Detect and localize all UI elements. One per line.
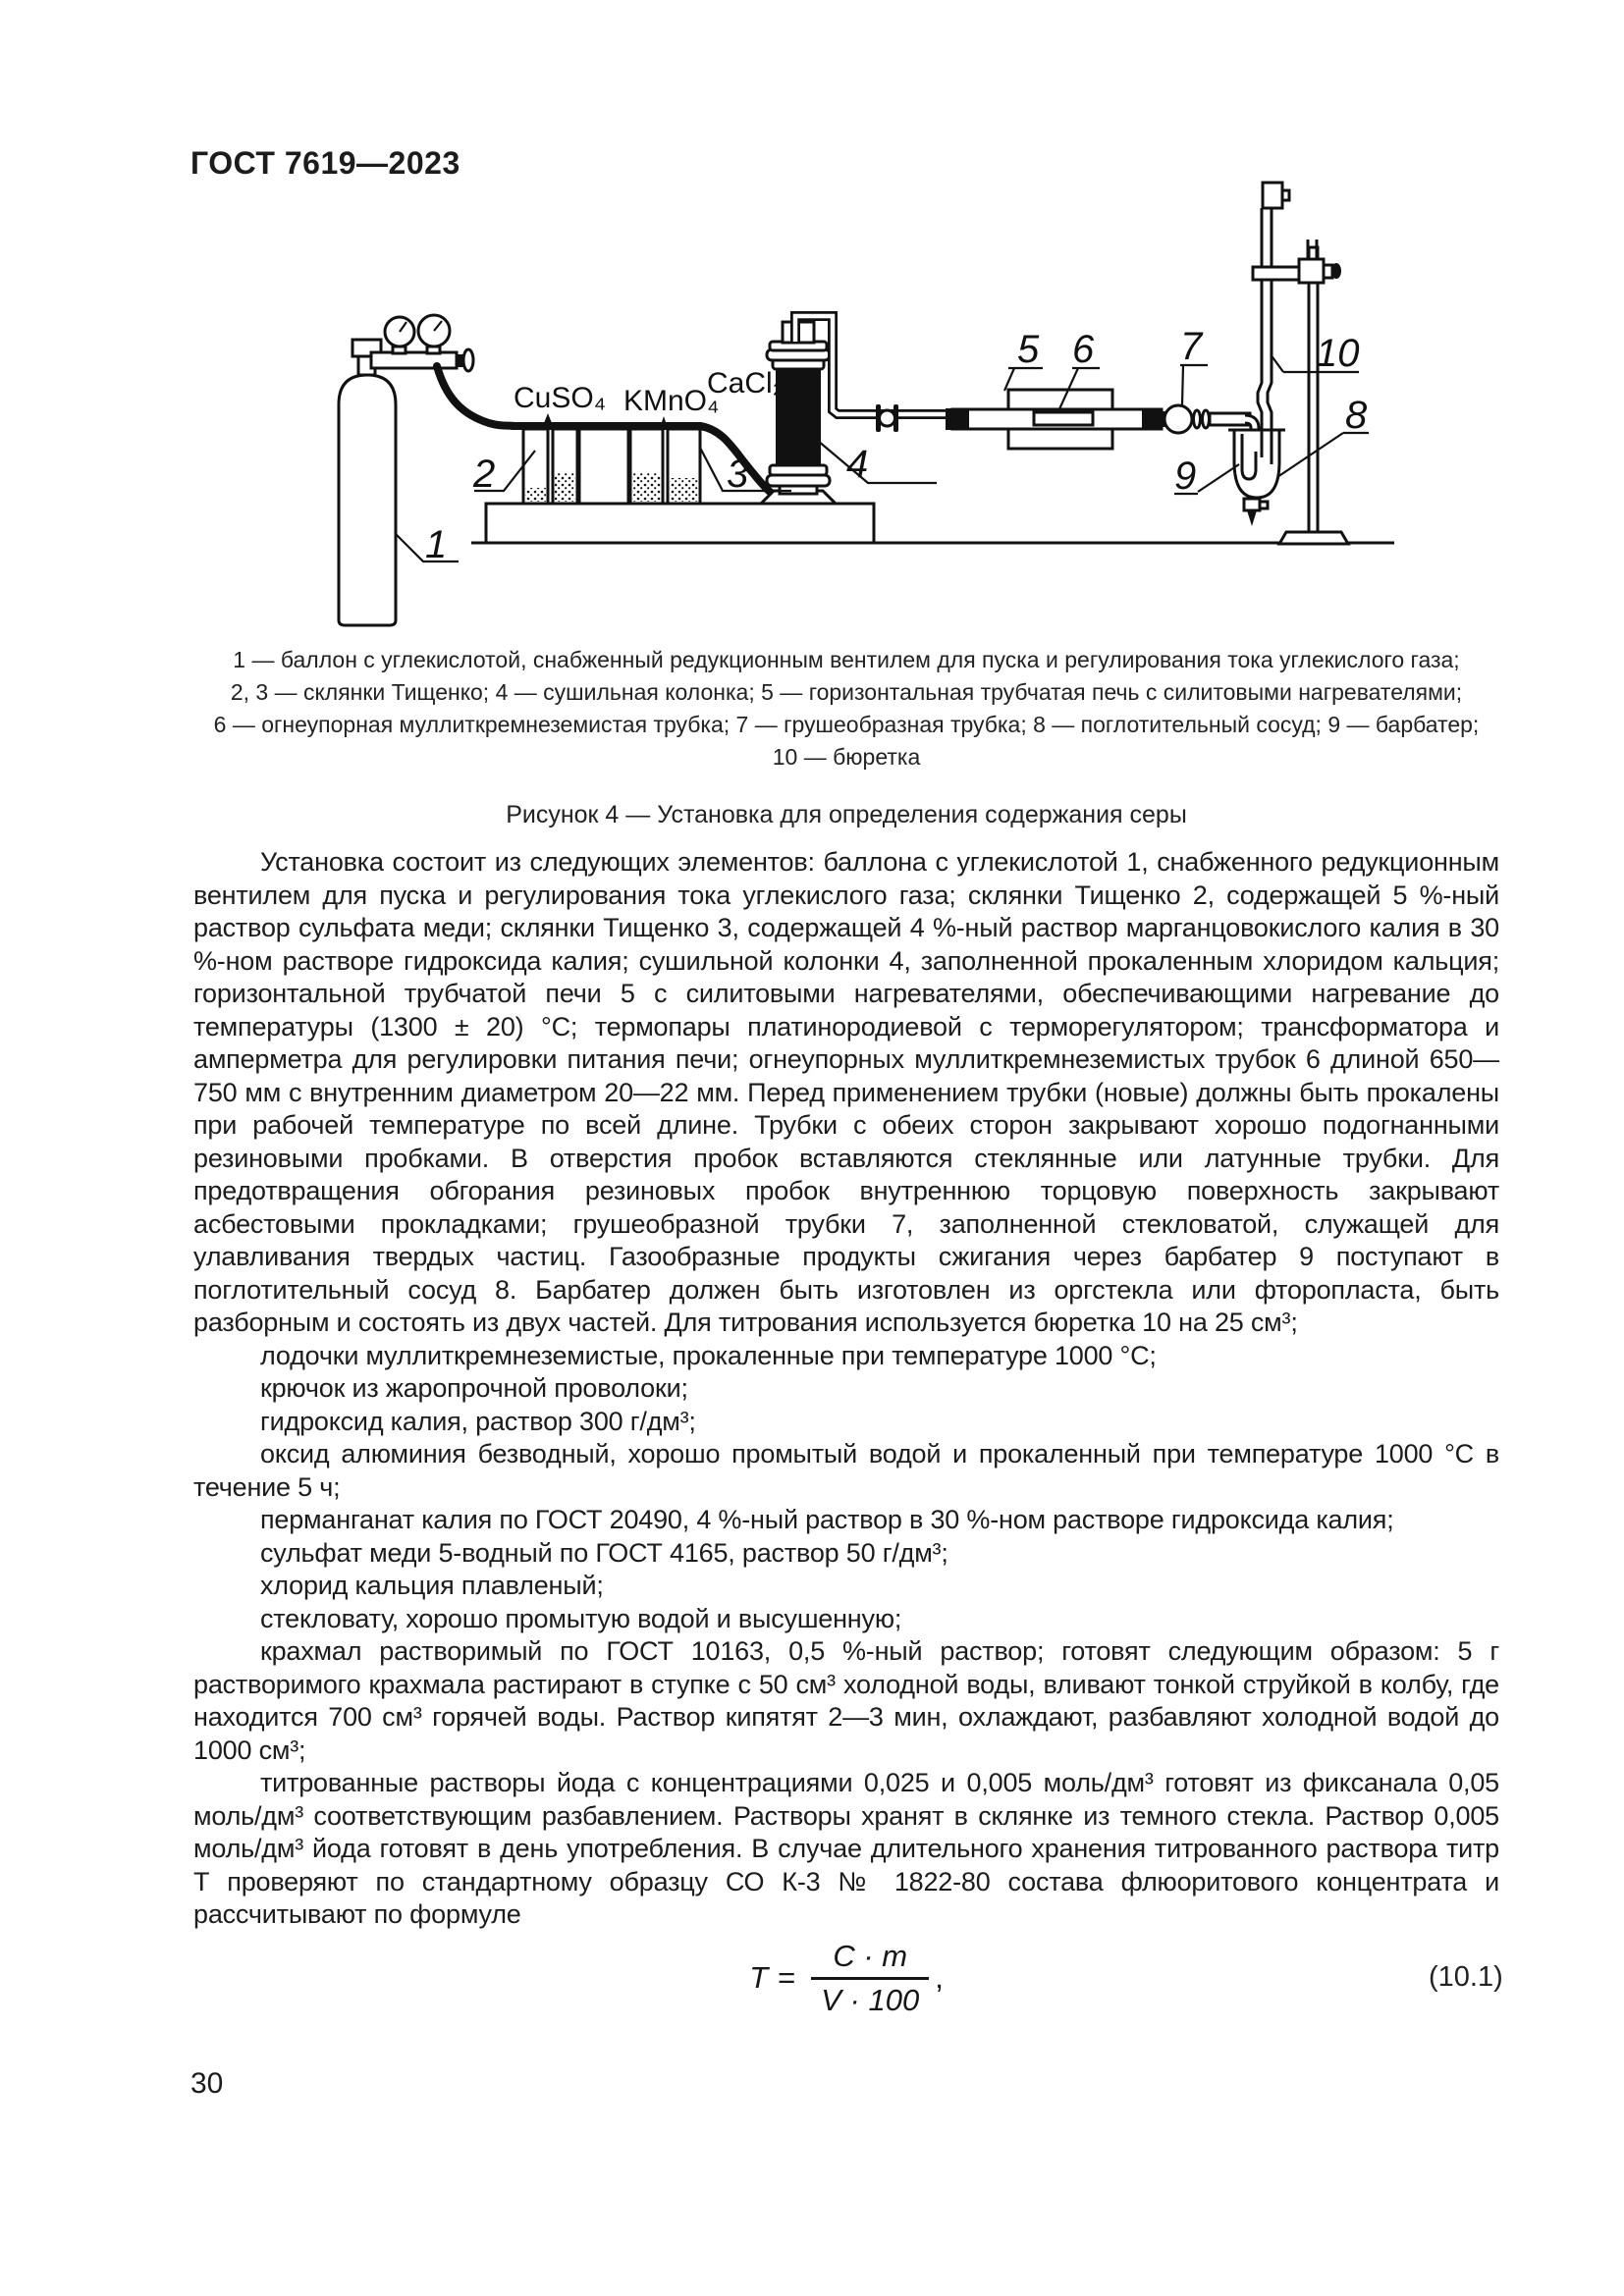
- paragraph: титрованные растворы йода с концентрациями 0,025 и 0,005 моль/дм³ готовят из фиксанала 0,05 моль/дм³ соответствующим разбавлением. Растворы хранят в склянке из темного стекла. Раствор 0,005 моль/дм³ йода готовят в день употребления. В случае длительного хранения титрованного раствора титр Т проверяют по стандартному образцу СО К-3 № 1822-80 состава флюоритового концентрата и рассчитывают по формуле: [193, 1768, 1499, 1929]
- figure-label-10: 10: [1316, 332, 1360, 375]
- titer-formula: [193, 1939, 1499, 2017]
- paragraph: стекловату, хорошо промытую водой и высушенную;: [260, 1603, 902, 1633]
- refractory-tube: [1034, 412, 1093, 425]
- absorption-vessel: [1228, 430, 1285, 526]
- chem-label-kmno4: KMnO₄: [623, 385, 720, 417]
- figure-label-6: 6: [1072, 328, 1095, 371]
- formula-numerator: C · m: [833, 1938, 908, 1973]
- formula-denominator: V · 100: [811, 1977, 929, 2018]
- clamp-arm: [1253, 267, 1304, 280]
- paragraph: сульфат меди 5-водный по ГОСТ 4165, раствор 50 г/дм³;: [260, 1537, 948, 1568]
- legend-line: 6 — огнеупорная муллиткремнеземистая трубка; 7 — грушеобразная трубка; 8 — поглотительный сосуд; 9 — барбатер;: [213, 712, 1480, 737]
- figure-label-9: 9: [1174, 454, 1197, 498]
- chem-label-cuso4: CuSO₄: [514, 382, 606, 414]
- stand-rod: [1309, 247, 1318, 532]
- paragraph: Установка состоит из следующих элементов: баллона с углекислотой 1, снабженного редукционным вентилем для пуска и регулирования тока углекислого газа; склянки Тищенко 2, содержащей 5 %-ный раствор сульфата меди; склянки Тищенко 3, содержащей 4 %-ный раствор марганцовокислого калия в 30 %-ном растворе гидроксида калия; сушильной колонки 4, заполненной прокаленным хлоридом кальция; горизонтальной трубчатой печи 5 с силитовыми нагревателями, обеспечивающими нагревание до температуры (1300 ± 20) °С; термопары платинородиевой с терморегулятором; трансформатора и амперметра для регулировки питания печи; огнеупорных муллиткремнеземистых трубок 6 длиной 650—750 мм с внутренним диаметром 20—22 мм. Перед применением трубки (новые) должны быть прокалены при рабочей температуре по всей длине. Трубки с обеих сторон закрывают хорошо подогнанными резиновыми пробками. В отверстия пробок вставляются стеклянные или латунные трубки. Для предотвращения обгорания резиновых пробок внутреннюю торцовую поверхность закрывают асбестовыми прокладками; грушеобразной трубки 7, заполненной стекловатой, служащей для улавливания твердых частиц. Газообразные продукты сжигания через барбатер 9 поступают в поглотительный сосуд 8. Барбатер должен быть изготовлен из оргстекла или фторопласта, быть разборным и состоять из двух частей. Для титрования используется бюретка 10 на 25 см³;: [193, 847, 1499, 1337]
- middle-vessel: [579, 429, 628, 504]
- gas-cylinder: [339, 315, 473, 625]
- figure-legend: [193, 644, 1499, 774]
- figure-label-3: 3: [727, 453, 749, 496]
- figure-label-8: 8: [1345, 394, 1368, 437]
- paragraph: перманганат калия по ГОСТ 20490, 4 %-ный раствор в 30 %-ном растворе гидроксида калия;: [260, 1505, 1394, 1534]
- stopcock: [1244, 499, 1260, 510]
- sulfur-apparatus-schematic: [265, 167, 1434, 628]
- figure-4-diagram: [265, 167, 1434, 628]
- figure-label-5: 5: [1017, 328, 1040, 371]
- figure-label-7: 7: [1180, 325, 1203, 368]
- figure-label-1: 1: [425, 523, 448, 566]
- formula-lhs: Т: [749, 1960, 769, 1995]
- stand-base: [1279, 532, 1348, 544]
- legend-line: 10 — бюретка: [772, 744, 921, 770]
- paragraph: крючок из жаропрочной проволоки;: [260, 1373, 688, 1403]
- paragraph: крахмал растворимый по ГОСТ 10163, 0,5 %-ный раствор; готовят следующим образом: 5 г растворимого крахмала растирают в ступке с 50 см³ холодной воды, вливают тонкой струйкой в колбу, где находится 700 см³ горячей воды. Раствор кипятят 2—3 мин, охлаждают, разбавляют холодной водой до 1000 см³;: [193, 1636, 1499, 1765]
- figure-caption: Рисунок 4 — Установка для определения содержания серы: [506, 801, 1187, 828]
- figure-label-4: 4: [846, 443, 869, 486]
- legend-line: 1 — баллон с углекислотой, снабженный редукционным вентилем для пуска и регулирования тока углекислого газа;: [233, 647, 1460, 672]
- chem-label-cacl2: CaCl₂: [707, 367, 785, 400]
- formula-fraction: [811, 1939, 929, 2018]
- formula-equals: =: [778, 1960, 796, 1995]
- clamp-block: [1299, 259, 1324, 283]
- page-number: 30: [190, 2067, 224, 2100]
- drying-column: [761, 322, 836, 504]
- equation-number: (10.1): [1429, 1961, 1503, 1993]
- legend-line: 2, 3 — склянки Тищенко; 4 — сушильная колонка; 5 — горизонтальная трубчатая печь с силитовыми нагревателями;: [230, 679, 1463, 705]
- burette: [1258, 183, 1289, 464]
- regulator-handwheel: [463, 349, 473, 371]
- tube-furnace: [946, 390, 1162, 449]
- tishchenko-bottles: [523, 429, 700, 504]
- bottles-platform: [486, 504, 874, 543]
- paragraph: гидроксид калия, раствор 300 г/дм³;: [260, 1406, 696, 1436]
- formula-comma: ,: [935, 1960, 944, 1995]
- figure-label-2: 2: [473, 453, 496, 496]
- standard-code: ГОСТ 7619—2023: [190, 145, 460, 181]
- paragraph: хлорид кальция плавленый;: [260, 1571, 604, 1600]
- paragraph: оксид алюминия безводный, хорошо промытый водой и прокаленный при температуре 1000 °С в течение 5 ч;: [193, 1439, 1499, 1502]
- furnace-lower-block: [1008, 429, 1112, 449]
- paragraph: лодочки муллиткремнеземистые, прокаленные при температуре 1000 °С;: [260, 1340, 1157, 1370]
- body-text: [193, 846, 1499, 1932]
